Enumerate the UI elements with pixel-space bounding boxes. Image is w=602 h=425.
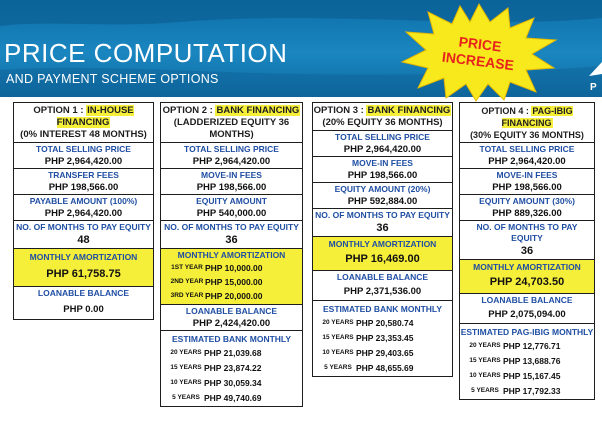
field-value: PHP 2,371,536.00 bbox=[343, 286, 422, 297]
badge-line-2: INCREASE bbox=[441, 48, 515, 74]
field-label: EQUITY AMOUNT (30%) bbox=[479, 196, 575, 206]
estimate-row bbox=[313, 360, 452, 375]
estimate-row bbox=[313, 345, 452, 360]
field-label: TOTAL SELLING PRICE bbox=[36, 144, 131, 154]
option-type: BANK FINANCING bbox=[216, 105, 300, 116]
estimate-row bbox=[460, 353, 594, 368]
option-terms: (30% EQUITY 36 MONTHS) bbox=[470, 130, 584, 140]
estimate-row bbox=[460, 338, 594, 353]
option-1-card bbox=[13, 102, 154, 320]
field-label: MONTHLY AMORTIZATION bbox=[473, 262, 581, 272]
option-number: OPTION 3 : bbox=[313, 105, 367, 116]
field-value: 48 bbox=[77, 234, 90, 246]
year-label: 3RD YEAR bbox=[170, 292, 204, 299]
field-label: EQUITY AMOUNT bbox=[196, 196, 267, 206]
total-selling-price-cell bbox=[460, 143, 594, 169]
option-header bbox=[161, 103, 302, 143]
amount-value: PHP 20,000.00 bbox=[205, 291, 263, 301]
amortization-row bbox=[161, 289, 302, 303]
months-to-pay-cell bbox=[14, 221, 153, 249]
field-value: PHP 0.00 bbox=[63, 304, 104, 315]
term-label: 5 YEARS bbox=[324, 364, 352, 371]
fees-cell bbox=[161, 169, 302, 195]
option-type: BANK FINANCING bbox=[367, 105, 451, 116]
amount-value: PHP 30,059.34 bbox=[204, 377, 262, 388]
term-label: 20 YEARS bbox=[469, 342, 501, 349]
field-value: PHP 2,964,420.00 bbox=[44, 208, 123, 219]
term-label: 20 YEARS bbox=[170, 349, 202, 356]
amount-value: PHP 10,000.00 bbox=[205, 263, 263, 273]
estimate-row bbox=[161, 375, 302, 390]
amount-value: PHP 49,740.69 bbox=[204, 392, 262, 403]
field-value: PHP 198,566.00 bbox=[48, 182, 119, 193]
field-label: PAYABLE AMOUNT (100%) bbox=[29, 196, 138, 206]
payable-amount-cell bbox=[14, 195, 153, 221]
equity-amount-cell bbox=[313, 183, 452, 209]
amortization-row bbox=[161, 261, 302, 275]
field-value: PHP 24,703.50 bbox=[489, 276, 565, 288]
field-label: TOTAL SELLING PRICE bbox=[479, 144, 575, 154]
estimate-row bbox=[460, 368, 594, 383]
months-to-pay-cell bbox=[161, 221, 302, 249]
field-value: 36 bbox=[225, 234, 238, 246]
term-label: 15 YEARS bbox=[170, 364, 202, 371]
fees-cell bbox=[14, 169, 153, 195]
option-number: OPTION 2 : bbox=[162, 105, 216, 116]
field-label: NO. OF MONTHS TO PAY EQUITY bbox=[315, 210, 450, 220]
estimated-monthly-cell bbox=[161, 331, 302, 406]
field-label: LOANABLE BALANCE bbox=[336, 272, 429, 282]
estimate-row bbox=[161, 345, 302, 360]
field-value: PHP 889,326.00 bbox=[492, 208, 562, 219]
estimate-row bbox=[161, 390, 302, 405]
amount-value: PHP 17,792.33 bbox=[503, 385, 561, 396]
fees-cell bbox=[460, 169, 594, 195]
option-header bbox=[14, 103, 153, 143]
field-value: PHP 2,424,420.00 bbox=[192, 318, 271, 329]
monthly-amortization-cell bbox=[14, 249, 153, 287]
field-label: NO. OF MONTHS TO PAY EQUITY bbox=[164, 222, 299, 232]
estimated-monthly-cell bbox=[460, 324, 594, 399]
field-label: MONTHLY AMORTIZATION bbox=[328, 239, 437, 249]
amount-value: PHP 12,776.71 bbox=[503, 340, 561, 351]
estimated-monthly-cell bbox=[313, 301, 452, 376]
total-selling-price-cell bbox=[14, 143, 153, 169]
equity-amount-cell bbox=[460, 195, 594, 221]
field-label: ESTIMATED BANK MONTHLY bbox=[323, 304, 442, 314]
estimate-row bbox=[161, 360, 302, 375]
field-label: ESTIMATED PAG-IBIG MONTHLY bbox=[460, 327, 594, 337]
field-label: MOVE-IN FEES bbox=[352, 158, 413, 168]
term-label: 15 YEARS bbox=[469, 357, 501, 364]
loanable-balance-cell bbox=[460, 294, 594, 324]
page-title: PRICE COMPUTATION bbox=[4, 38, 288, 68]
field-value: PHP 61,758.75 bbox=[46, 268, 121, 280]
field-value: PHP 2,964,420.00 bbox=[488, 156, 566, 167]
field-value: 36 bbox=[376, 222, 389, 234]
option-header bbox=[460, 103, 594, 143]
year-label: 1ST YEAR bbox=[171, 264, 203, 271]
field-value: PHP 2,964,420.00 bbox=[44, 156, 123, 167]
months-to-pay-cell bbox=[313, 209, 452, 237]
option-number: OPTION 1 : bbox=[33, 105, 87, 116]
field-label: MONTHLY AMORTIZATION bbox=[177, 250, 286, 260]
term-label: 20 YEARS bbox=[322, 319, 354, 326]
field-value: PHP 2,964,420.00 bbox=[343, 144, 422, 155]
field-label: TOTAL SELLING PRICE bbox=[184, 144, 279, 154]
term-label: 10 YEARS bbox=[322, 349, 354, 356]
field-value: PHP 198,566.00 bbox=[347, 170, 418, 181]
option-4-card bbox=[459, 102, 595, 400]
field-value: PHP 592,884.00 bbox=[347, 196, 418, 207]
estimate-row bbox=[313, 330, 452, 345]
amount-value: PHP 15,000.00 bbox=[205, 277, 263, 287]
option-3-card bbox=[312, 102, 453, 377]
field-label: EQUITY AMOUNT (20%) bbox=[334, 184, 431, 194]
field-label: MOVE-IN FEES bbox=[201, 170, 262, 180]
field-label: TOTAL SELLING PRICE bbox=[335, 132, 430, 142]
amount-value: PHP 13,688.76 bbox=[503, 355, 561, 366]
amount-value: PHP 23,874.22 bbox=[204, 362, 262, 373]
field-label: MONTHLY AMORTIZATION bbox=[29, 252, 138, 262]
amount-value: PHP 29,403.65 bbox=[356, 347, 414, 358]
loanable-balance-cell bbox=[14, 287, 153, 319]
option-number: OPTION 4 : bbox=[481, 106, 532, 116]
field-label: LOANABLE BALANCE bbox=[481, 295, 573, 305]
badge-line-1: PRICE bbox=[457, 33, 503, 55]
field-label: TRANSFER FEES bbox=[48, 170, 119, 180]
term-label: 10 YEARS bbox=[170, 379, 202, 386]
option-header bbox=[313, 103, 452, 131]
option-terms: (20% EQUITY 36 MONTHS) bbox=[322, 117, 443, 128]
estimate-row bbox=[313, 315, 452, 330]
amortization-row bbox=[161, 275, 302, 289]
estimate-row bbox=[460, 383, 594, 398]
field-value: PHP 16,469.00 bbox=[345, 253, 420, 265]
field-label: LOANABLE BALANCE bbox=[37, 288, 130, 298]
option-2-card bbox=[160, 102, 303, 407]
field-label: MOVE-IN FEES bbox=[496, 170, 558, 180]
monthly-amortization-cell bbox=[313, 237, 452, 271]
brand-logo-icon bbox=[583, 62, 602, 92]
option-terms: (LADDERIZED EQUITY 36 MONTHS) bbox=[173, 117, 290, 140]
months-to-pay-cell bbox=[460, 221, 594, 260]
option-type: PAG-IBIG FINANCING bbox=[501, 106, 573, 128]
option-type: IN-HOUSE FINANCING bbox=[56, 105, 134, 128]
amount-value: PHP 48,655.69 bbox=[356, 362, 414, 373]
amount-value: PHP 21,039.68 bbox=[204, 347, 262, 358]
term-label: 15 YEARS bbox=[322, 334, 354, 341]
field-value: PHP 2,964,420.00 bbox=[192, 156, 271, 167]
amount-value: PHP 20,580.74 bbox=[356, 317, 414, 328]
amount-value: PHP 23,353.45 bbox=[356, 332, 414, 343]
option-terms: (0% INTEREST 48 MONTHS) bbox=[20, 129, 147, 140]
total-selling-price-cell bbox=[313, 131, 452, 157]
field-value: PHP 2,075,094.00 bbox=[488, 309, 566, 320]
field-value: 36 bbox=[520, 245, 534, 257]
field-value: PHP 540,000.00 bbox=[196, 208, 267, 219]
year-label: 2ND YEAR bbox=[170, 278, 204, 285]
monthly-amortization-cell bbox=[161, 249, 302, 305]
amount-value: PHP 15,167.45 bbox=[503, 370, 561, 381]
equity-amount-cell bbox=[161, 195, 302, 221]
term-label: 5 YEARS bbox=[172, 394, 200, 401]
field-value: PHP 198,566.00 bbox=[196, 182, 267, 193]
field-label: NO. OF MONTHS TO PAY EQUITY bbox=[476, 222, 578, 243]
fees-cell bbox=[313, 157, 452, 183]
field-label: NO. OF MONTHS TO PAY EQUITY bbox=[16, 222, 151, 232]
term-label: 10 YEARS bbox=[469, 372, 501, 379]
page-subtitle: AND PAYMENT SCHEME OPTIONS bbox=[6, 72, 219, 86]
term-label: 5 YEARS bbox=[471, 387, 499, 394]
logo-letter: P bbox=[590, 82, 597, 92]
field-label: LOANABLE BALANCE bbox=[185, 306, 278, 316]
field-label: ESTIMATED BANK MONTHLY bbox=[172, 334, 291, 344]
total-selling-price-cell bbox=[161, 143, 302, 169]
loanable-balance-cell bbox=[161, 305, 302, 331]
monthly-amortization-cell bbox=[460, 260, 594, 294]
loanable-balance-cell bbox=[313, 271, 452, 301]
field-value: PHP 198,566.00 bbox=[492, 182, 562, 193]
